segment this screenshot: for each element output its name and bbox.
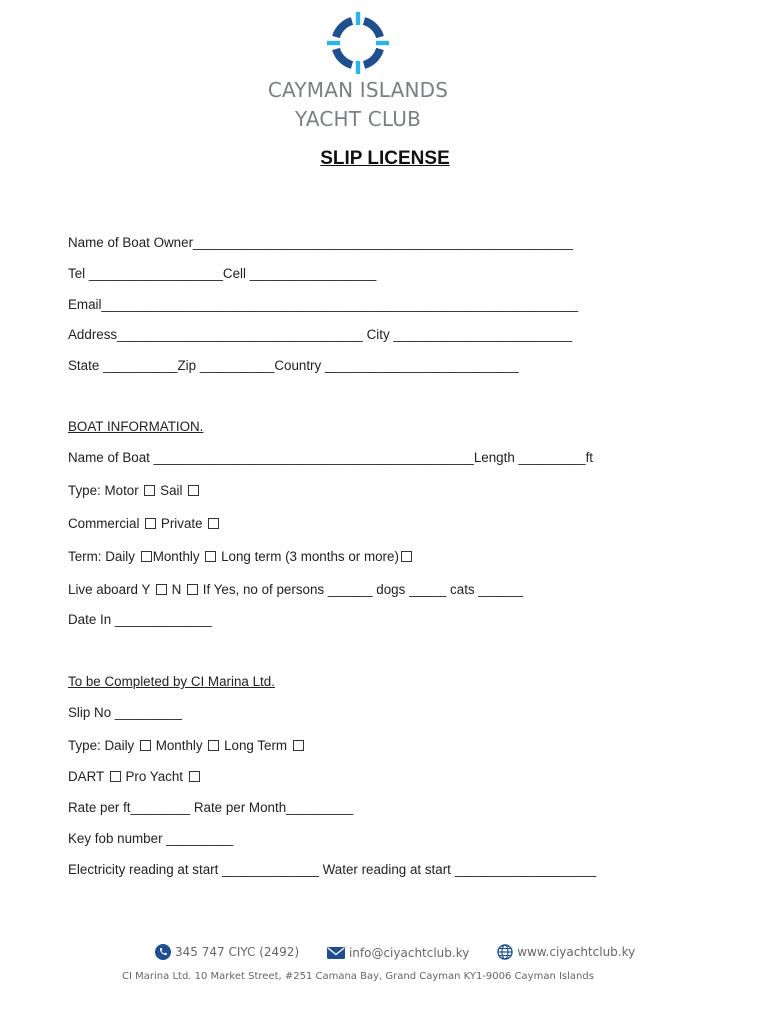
address-row — [68, 327, 572, 342]
pro-yacht-checkbox[interactable] — [189, 771, 200, 782]
owner-name-row — [68, 235, 573, 250]
address-field[interactable]: _________________________________ — [117, 327, 363, 342]
country-field[interactable]: __________________________ — [324, 358, 519, 373]
footer-web — [497, 944, 635, 960]
dart-checkbox[interactable] — [110, 771, 121, 782]
slip-no-row — [68, 705, 182, 720]
zip-field[interactable]: __________ — [199, 358, 275, 373]
usage-row — [68, 516, 220, 531]
term-daily-checkbox[interactable] — [141, 551, 152, 562]
dogs-label: dogs — [376, 582, 406, 597]
boat-name-field[interactable]: ___________________________________________ — [153, 450, 474, 465]
address-label: Address — [68, 327, 118, 342]
dogs-field[interactable]: _____ — [409, 582, 447, 597]
commercial-checkbox[interactable] — [145, 518, 156, 529]
country-label: Country — [274, 358, 322, 373]
rate-ft-label: Rate per ft — [68, 800, 131, 815]
org-name-line1: CAYMAN ISLANDS — [267, 78, 449, 102]
dart-row — [68, 769, 201, 784]
footer-address: CI Marina Ltd. 10 Market Street, #251 Camana Bay, Grand Cayman KY1-9006 Cayman Islands — [122, 971, 594, 982]
marina-heading: To be Completed by CI Marina Ltd. — [68, 674, 275, 689]
live-aboard-yes-checkbox[interactable] — [156, 584, 167, 595]
city-label: City — [366, 327, 390, 342]
rate-month-field[interactable]: _________ — [286, 800, 354, 815]
cats-label: cats — [450, 582, 475, 597]
rate-row — [68, 800, 353, 815]
date-in-row — [68, 612, 212, 627]
lifebuoy-icon — [327, 12, 389, 74]
marina-monthly-label: Monthly — [155, 738, 203, 753]
key-fob-row — [68, 831, 233, 846]
state-field[interactable]: __________ — [103, 358, 178, 373]
footer-web-text[interactable]: www.ciyachtclub.ky — [517, 945, 636, 959]
if-yes-label: If Yes, no of persons — [202, 582, 325, 597]
readings-row — [68, 862, 596, 877]
key-fob-label: Key fob number — [68, 831, 163, 846]
rate-ft-field[interactable]: ________ — [130, 800, 191, 815]
phone-icon — [155, 944, 171, 960]
phone-row — [68, 266, 376, 281]
length-field[interactable]: _________ — [518, 450, 586, 465]
cell-field[interactable]: _________________ — [249, 266, 377, 281]
private-label: Private — [160, 516, 203, 531]
state-row — [68, 358, 519, 373]
slip-no-field[interactable]: _________ — [114, 705, 182, 720]
term-long-checkbox[interactable] — [401, 551, 412, 562]
term-daily-label: Term: Daily — [68, 549, 135, 564]
live-aboard-n-label: N — [171, 582, 182, 597]
type-motor-label: Type: Motor — [68, 483, 139, 498]
term-row — [68, 549, 413, 564]
marina-monthly-checkbox[interactable] — [208, 740, 219, 751]
city-field[interactable]: ________________________ — [393, 327, 573, 342]
marina-long-term-checkbox[interactable] — [293, 740, 304, 751]
marina-long-term-label: Long Term — [224, 738, 288, 753]
tel-field[interactable]: __________________ — [88, 266, 223, 281]
footer-phone — [155, 944, 299, 960]
org-name-line2: YACHT CLUB — [294, 107, 422, 131]
ft-unit: ft — [585, 450, 594, 465]
motor-checkbox[interactable] — [144, 485, 155, 496]
rate-month-label: Rate per Month — [193, 800, 287, 815]
header-logo — [0, 12, 716, 132]
email-label: Email — [68, 297, 102, 312]
marina-daily-checkbox[interactable] — [140, 740, 151, 751]
footer-email — [327, 946, 469, 960]
tel-label: Tel — [68, 266, 86, 281]
dart-label: DART — [68, 769, 104, 784]
commercial-label: Commercial — [68, 516, 140, 531]
zip-label: Zip — [177, 358, 197, 373]
water-label: Water reading at start — [322, 862, 451, 877]
marina-type-row — [68, 738, 305, 753]
owner-name-field[interactable]: ___________________________________________________ — [193, 235, 573, 250]
cats-field[interactable]: ______ — [478, 582, 524, 597]
key-fob-field[interactable]: _________ — [166, 831, 234, 846]
envelope-icon — [327, 946, 345, 960]
live-aboard-row — [68, 582, 523, 597]
electricity-label: Electricity reading at start — [68, 862, 219, 877]
slip-no-label: Slip No — [68, 705, 112, 720]
term-long-label: Long term (3 months or more) — [221, 549, 399, 564]
email-field[interactable]: ________________________________________________________________ — [101, 297, 579, 312]
sail-label: Sail — [160, 483, 183, 498]
footer-contacts — [155, 944, 659, 963]
live-aboard-no-checkbox[interactable] — [187, 584, 198, 595]
date-in-label: Date In — [68, 612, 112, 627]
electricity-field[interactable]: _____________ — [222, 862, 319, 877]
sail-checkbox[interactable] — [188, 485, 199, 496]
cell-label: Cell — [222, 266, 246, 281]
live-aboard-label: Live aboard Y — [68, 582, 151, 597]
boat-type-row — [68, 483, 200, 498]
globe-icon — [497, 944, 513, 960]
term-monthly-checkbox[interactable] — [205, 551, 216, 562]
state-label: State — [68, 358, 100, 373]
date-in-field[interactable]: _____________ — [114, 612, 212, 627]
water-field[interactable]: ___________________ — [454, 862, 597, 877]
document-title: SLIP LICENSE — [320, 148, 450, 169]
length-label: Length — [473, 450, 515, 465]
boat-name-row — [68, 450, 593, 465]
persons-field[interactable]: ______ — [327, 582, 373, 597]
footer-email-text[interactable]: info@ciyachtclub.ky — [348, 946, 470, 960]
owner-name-label: Name of Boat Owner — [68, 235, 194, 250]
boat-name-label: Name of Boat — [68, 450, 150, 465]
private-checkbox[interactable] — [208, 518, 219, 529]
email-row — [68, 297, 578, 312]
marina-daily-label: Type: Daily — [68, 738, 135, 753]
footer-phone-text[interactable]: 345 747 CIYC (2492) — [175, 945, 300, 959]
pro-yacht-label: Pro Yacht — [125, 769, 184, 784]
term-monthly-label: Monthly — [152, 549, 200, 564]
boat-info-heading: BOAT INFORMATION. — [68, 419, 204, 434]
